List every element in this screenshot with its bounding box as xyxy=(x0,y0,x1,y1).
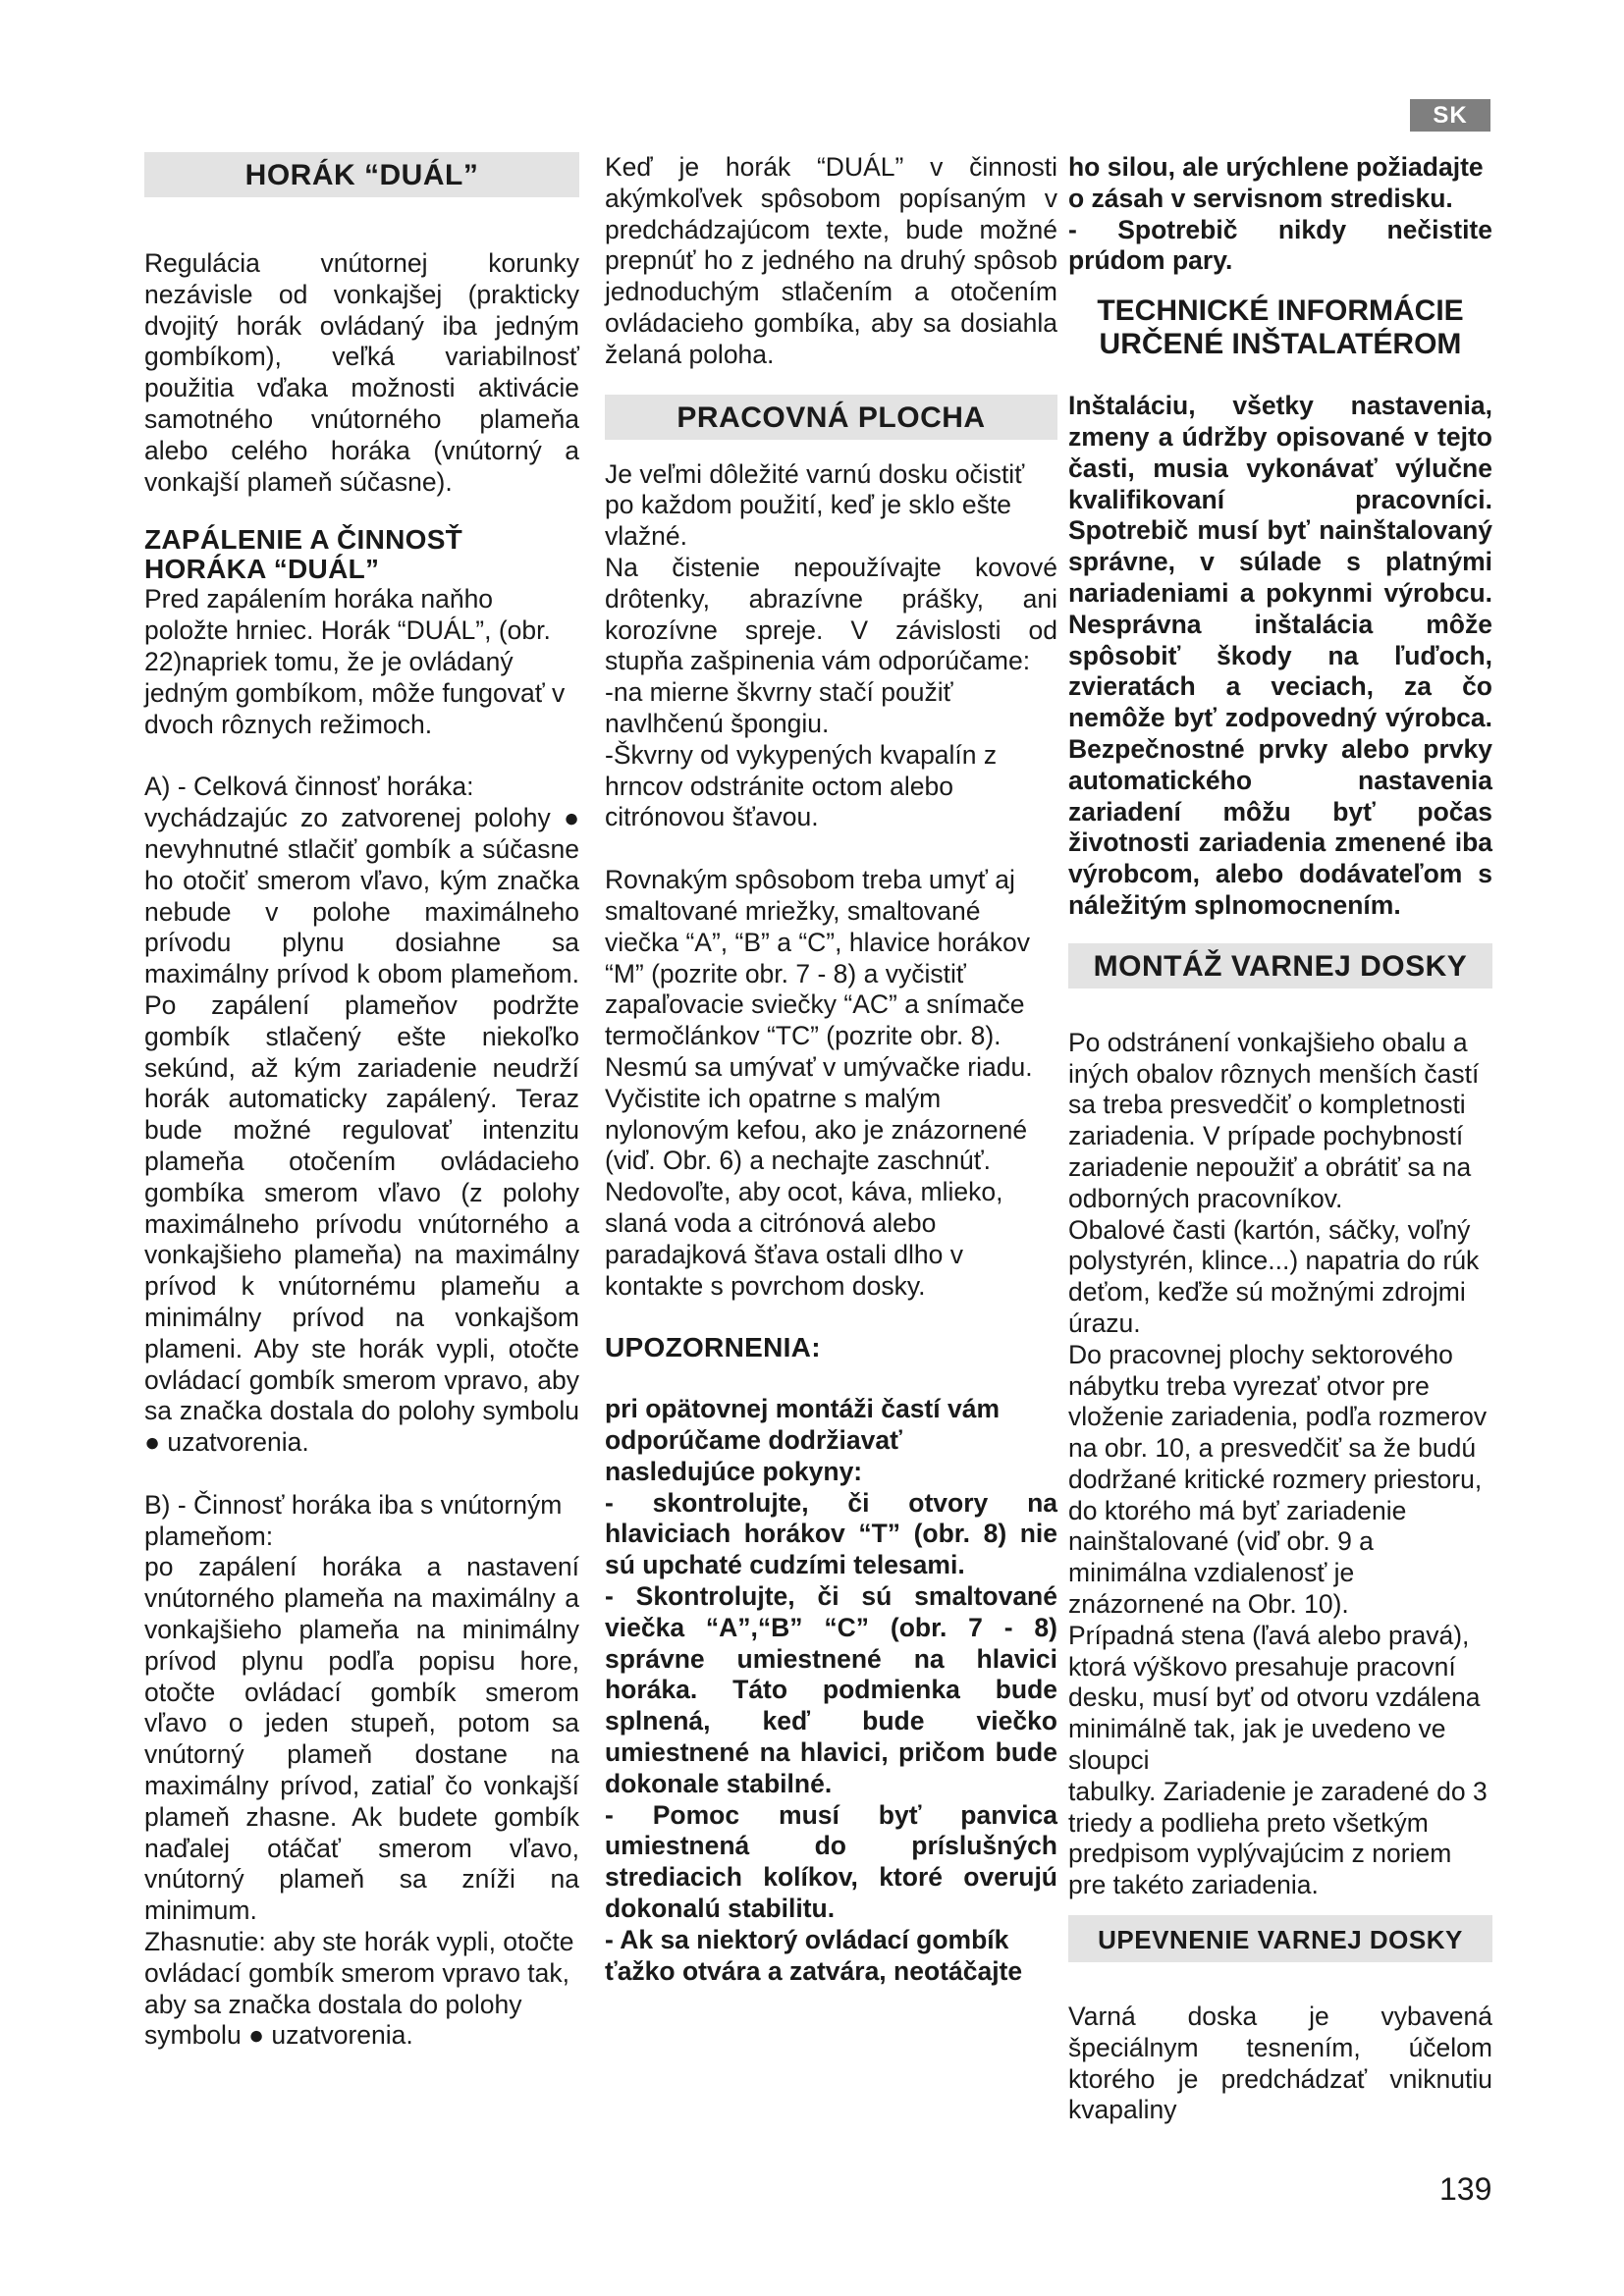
tech-info-text: Inštaláciu, všetky nastavenia, zmeny a údržby opisované v tejto časti, musia vykonávať výlučne kvalifikovaní pracovníci. Spotrebič musí byť nainštalovaný správne, v súlade s platnými nariadeniami a pokynmi výrobcu. Nesprávna inštalácia môže spôsobiť škody na ľuďoch, zvieratách a veciach, za čo nemôže byť zodpovedný výrobca. Bezpečnostné prvky alebo prvky automatického nastavenia zariadení môžu byť počas životnosti zariadenia zmenené iba výrobcom, alebo dodávateľom s náležitým splnomocnením. xyxy=(1068,391,1492,920)
worktop-paragraph-1: Je veľmi dôležité varnú dosku očistiť po každom použití, keď je sklo ešte vlažné. xyxy=(605,458,1025,552)
page-number: 139 xyxy=(1439,2171,1492,2207)
worktop-paragraph-2: Na čistenie nepoužívajte kovové drôtenky, abrazívne prášky, ani korozívne spreje. V závislosti od stupňa zašpinenia vám odporúčame: xyxy=(605,552,1057,676)
dual-burner-heading: HORÁK “DUÁL” xyxy=(144,152,579,197)
mounting-paragraph-1: Po odstránení vonkajšieho obalu a iných obalov rôznych menších častí sa treba presvedčiť o kompletnosti zariadenia. V prípade pochybností zariadenie nepoužiť a obrátiť sa na odborných pracovníkov. xyxy=(1068,1027,1480,1213)
steam-warning-text: - Spotrebič nikdy nečistite prúdom pary. xyxy=(1068,214,1492,276)
mode-a-text: vychádzajúc zo zatvorenej polohy ● nevyhnutné stlačiť gombík a súčasne ho otočiť smerom vľavo, kým značka nebude v polohe maximálneho prívodu plynu dosiahne sa maximálny prívod k obom plameňom. Po zapálení plameňov podržte gombík stlačený ešte niekoľko sekúnd, až kým zariadenie neudrží horák automaticky zapálený. Teraz bude možné regulovať intenzitu plameňa otočením ovládacieho gombíka smerom vľavo (z polohy maximálneho prívodu vnútorného a vonkajšieho plameňa) na maximálny prívod k vnútornému plameňu a minimálny prívod na vonkajšom plameni. Aby ste horák vypli, otočte ovládací gombík smerom vpravo, aby sa značka dostala do polohy symbolu ● uzatvorenia. xyxy=(144,803,579,1458)
warnings-heading: UPOZORNENIA: xyxy=(605,1332,821,1363)
fixing-text: Varná doska je vybavená špeciálnym tesnením, účelom ktorého je predchádzať vniknutiu kvapaliny xyxy=(1068,2002,1492,2125)
column-1 xyxy=(144,152,579,2052)
ignition-heading: ZAPÁLENIE A ČINNOSŤ HORÁKA “DUÁL” xyxy=(144,524,463,585)
warnings-paragraph-3: - Skontrolujte, či sú smaltované viečka “A”,“B” “C” (obr. 7 - 8) správne umiestnené na hlavici horáka. Táto podmienka bude splnená, keď bude viečko umiestnené na hlavici, pričom bude dokonale stabilné. xyxy=(605,1581,1057,1798)
worktop-paragraph-8: Nedovoľte, aby ocot, káva, mlieko, slaná voda a citrónová alebo paradajková šťava ostali dlho v kontakte s povrchom dosky. xyxy=(605,1177,1003,1301)
mounting-paragraph-5: tabulky. Zariadenie je zaradené do 3 triedy a podlieha preto všetkým predpisom vyplývajúcim z noriem pre takéto zariadenia. xyxy=(1068,1776,1488,1900)
column-2 xyxy=(605,152,1057,1987)
tech-heading-line-1: TECHNICKÉ INFORMÁCIE xyxy=(1097,294,1464,328)
worktop-paragraph-4: -Škvrny od vykypených kvapalín z hrncov odstránite octom alebo citrónovou šťavou. xyxy=(605,739,998,832)
mounting-paragraph-2: Obalové časti (kartón, sáčky, voľný polystyrén, klince...) napatria do rúk deťom, keďže sú možnými zdrojmi úrazu. xyxy=(1068,1214,1480,1338)
warnings-paragraph-1: pri opätovnej montáži častí vám odporúčame dodržiavať nasledujúce pokyny: xyxy=(605,1394,1001,1486)
column-3 xyxy=(1068,152,1492,2126)
worktop-heading: PRACOVNÁ PLOCHA xyxy=(605,395,1057,440)
fixing-heading: UPEVNENIE VARNEJ DOSKY xyxy=(1068,1915,1492,1962)
warnings-paragraph-5: - Ak sa niektorý ovládací gombík ťažko otvára a zatvára, neotáčajte xyxy=(605,1924,1023,1986)
worktop-paragraph-6: Nesmú sa umývať v umývačke riadu. xyxy=(605,1051,1033,1082)
tech-heading-line-2: URČENÉ INŠTALATÉROM xyxy=(1099,328,1462,361)
mode-b-title: B) - Činnosť horáka iba s vnútorným plameňom: xyxy=(144,1489,563,1551)
switch-mode-text: Keď je horák “DUÁL” v činnosti akýmkoľvek spôsobom popísaným v predchádzajúcom texte, bude možné prepnúť ho z jedného na druhý spôsob jednoduchým stlačením a otočením ovládacieho gombíka, aby sa dosiahla želaná poloha. xyxy=(605,152,1057,369)
mode-b-text: po zapálení horáka a nastavení vnútorného plameňa na maximálny a vonkajšieho plameňa na minimálny prívod plynu podľa popisu hore, otočte ovládací gombík smerom vľavo o jeden stupeň, potom sa vnútorný plameň dostane na maximálny prívod, zatiaľ čo vonkajší plameň zhasne. Ak budete gombík naďalej otáčať smerom vľavo, vnútorný plameň sa zníži na minimum. xyxy=(144,1552,579,1926)
warnings-paragraph-4: - Pomoc musí byť panvica umiestnená do príslušných strediacich kolíkov, ktoré overujú dokonalú stabilitu. xyxy=(605,1799,1057,1924)
language-badge: SK xyxy=(1410,99,1490,132)
worktop-paragraph-3: -na mierne škvrny stačí použiť navlhčenú špongiu. xyxy=(605,677,953,738)
dual-burner-text: Regulácia vnútornej korunky nezávisle od vonkajšej (prakticky dvojitý horák ovládaný iba jedným gombíkom), veľká variabilnosť použitia vďaka možnosti aktivácie samotného vnútorného plameňa alebo celého horáka (vnútorný a vonkajší plameň súčasne). xyxy=(144,248,579,497)
service-text: ho silou, ale urýchlene požiadajte o zásah v servisnom stredisku. xyxy=(1068,152,1484,213)
worktop-paragraph-7: Vyčistite ich opatrne s malým nylonovým kefou, ako je znázornené (viď. Obr. 6) a nechajte zaschnúť. xyxy=(605,1083,1028,1176)
mounting-heading: MONTÁŽ VARNEJ DOSKY xyxy=(1068,943,1492,988)
mode-b-off-text: Zhasnutie: aby ste horák vypli, otočte ovládací gombík smerom vpravo tak, aby sa značka dostala do polohy symbolu ● uzatvorenia. xyxy=(144,1927,574,2051)
ignition-text: Pred zapálením horáka naňho položte hrniec. Horák “DUÁL”, (obr. 22)napriek tomu, že je ovládaný jedným gombíkom, môže fungovať v dvoch rôznych režimoch. xyxy=(144,584,566,739)
worktop-paragraph-5: Rovnakým spôsobom treba umyť aj smaltované mriežky, smaltované viečka “A”, “B” a “C”, hlavice horákov “M” (pozrite obr. 7 - 8) a vyčistiť zapaľovacie sviečky “AC” a snímače termočlánkov “TC” (pozrite obr. 8). xyxy=(605,865,1030,1051)
warnings-paragraph-2: - skontrolujte, či otvory na hlaviciach horákov “T” (obr. 8) nie sú upchaté cudzími telesami. xyxy=(605,1487,1057,1580)
mode-a-title: A) - Celková činnosť horáka: xyxy=(144,772,474,802)
mounting-paragraph-3: Do pracovnej plochy sektorového nábytku treba vyrezať otvor pre vloženie zariadenia, podľa rozmerov na obr. 10, a presvedčiť sa že budú dodržané kritické rozmery priestoru, do ktorého má byť zariadenie nainštalované (viď obr. 9 a minimálna vzdialenosť je znázornené na Obr. 10). xyxy=(1068,1339,1488,1620)
mounting-paragraph-4: Prípadná stena (ľavá alebo pravá), ktorá výškovo presahuje pracovní desku, musí byť od otvoru vzdálena minimálně tak, jak je uvedeno ve sloupci xyxy=(1068,1620,1481,1776)
